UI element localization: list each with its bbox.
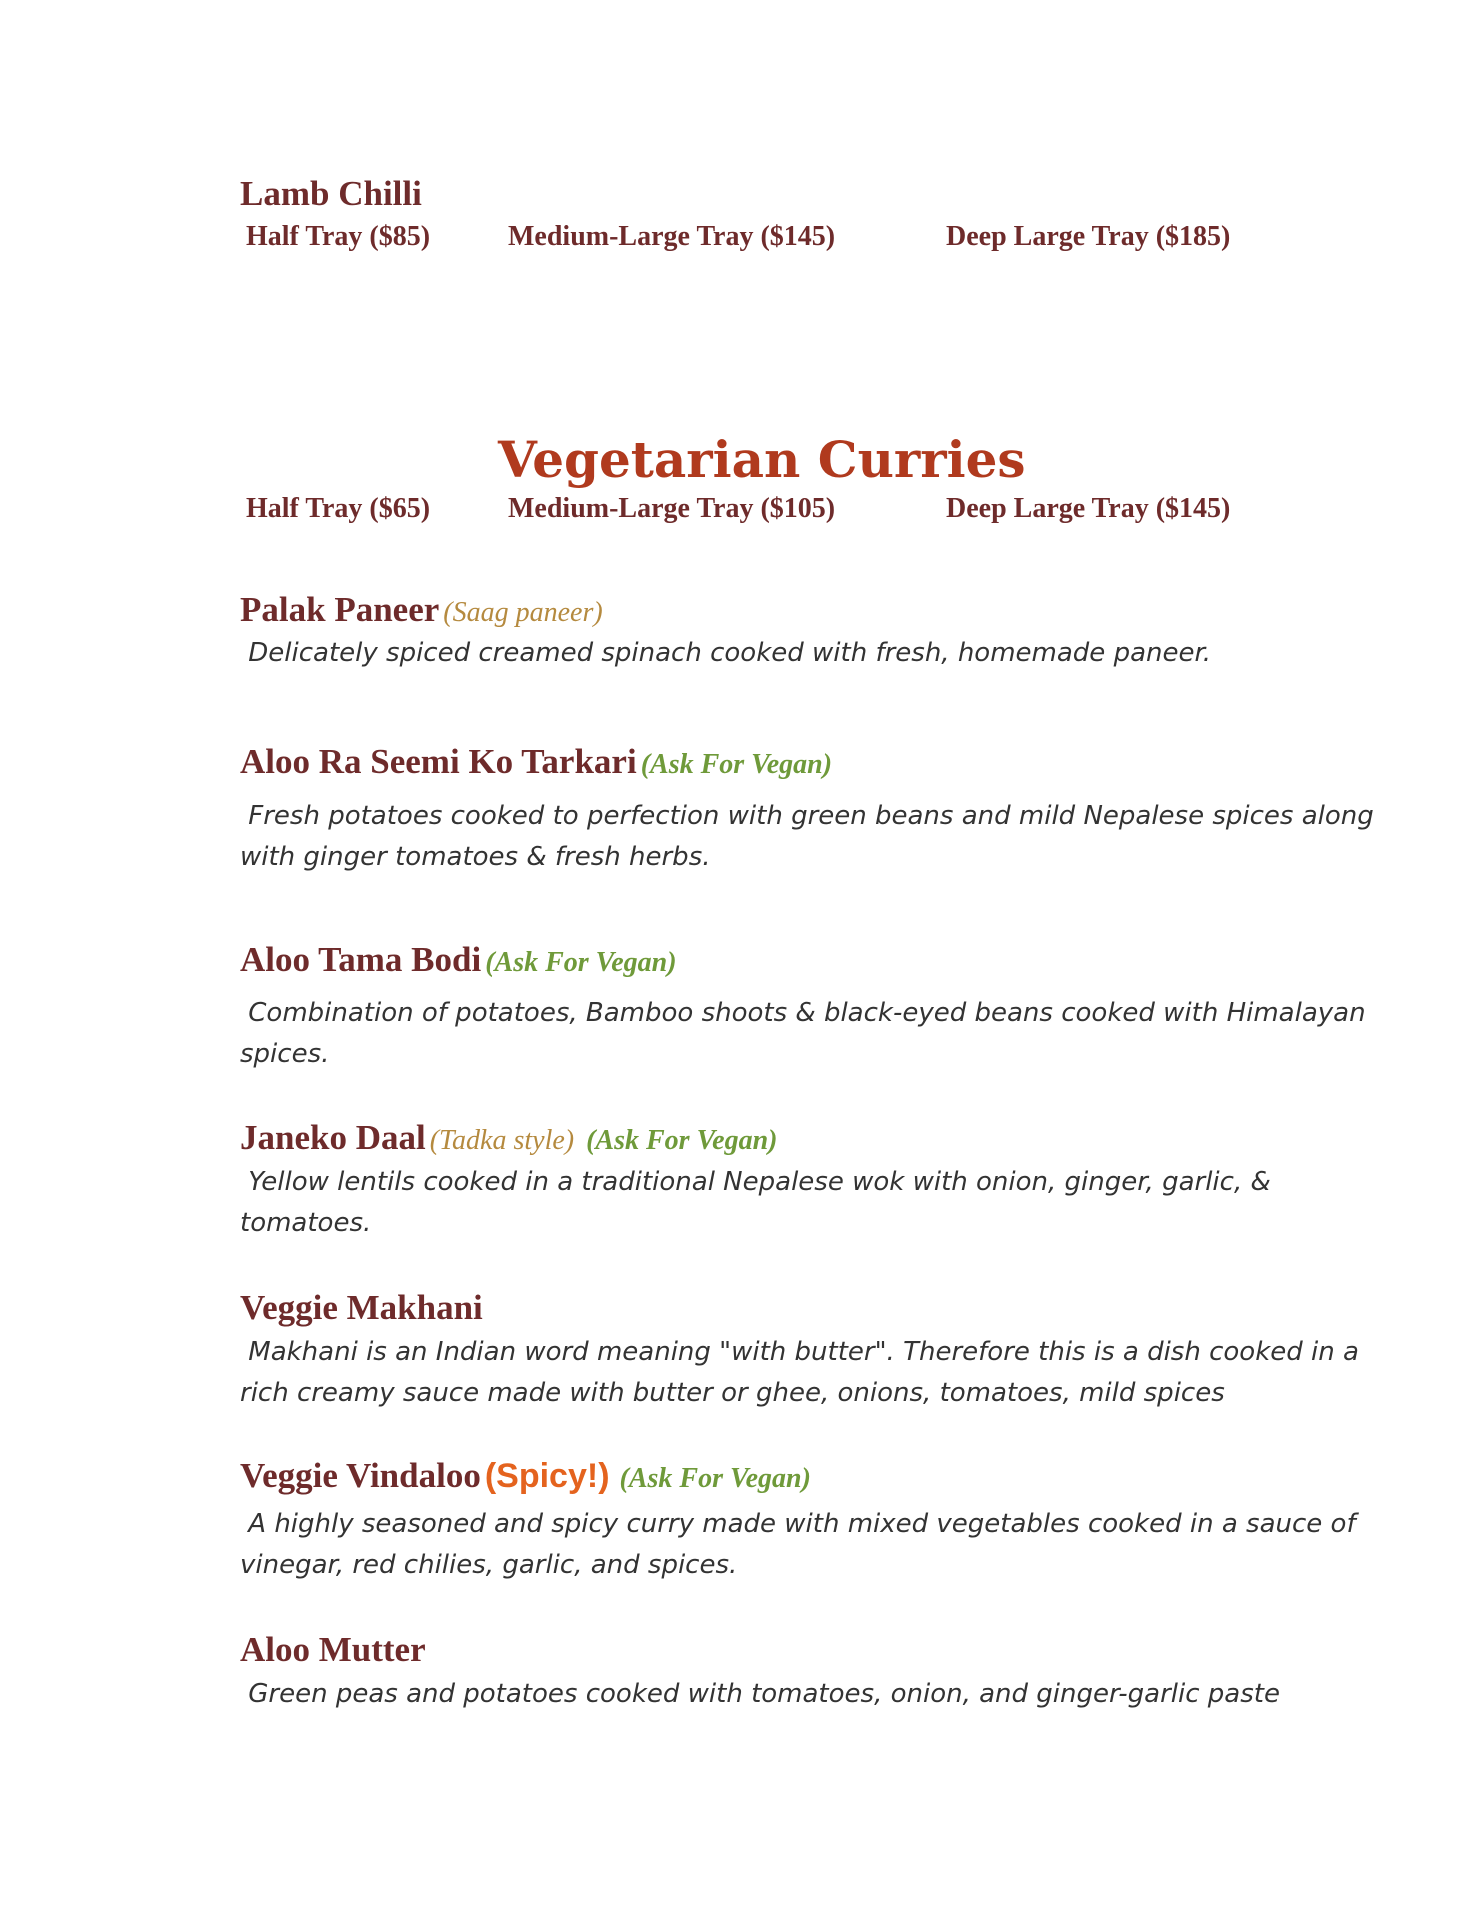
menu-item-aloo-tama-bodi: [240, 940, 677, 980]
vegan-note: (Ask For Vegan): [485, 947, 677, 978]
menu-item-palak-paneer: [240, 590, 603, 630]
section-heading: Vegetarian Curries: [498, 430, 1026, 489]
item-description: Delicately spiced creamed spinach cooked with fresh, homemade paneer.: [240, 638, 1212, 668]
item-description: A highly seasoned and spicy curry made with mixed vegetables cooked in a sauce of vinegar, red chilies, garlic, and spices.: [240, 1509, 1356, 1580]
vegan-note: (Ask For Vegan): [586, 1125, 778, 1156]
item-note: (Tadka style): [429, 1125, 575, 1156]
item-name: Janeko Daal: [240, 1118, 426, 1157]
menu-item-aloo-ra-seemi-ko-tarkari: [240, 742, 832, 782]
item-description: Yellow lentils cooked in a traditional Nepalese wok with onion, ginger, garlic, & tomatoes.: [240, 1167, 1271, 1238]
item-name: Aloo Mutter: [240, 1630, 426, 1669]
item-description: Combination of potatoes, Bamboo shoots & black-eyed beans cooked with Himalayan spices.: [240, 998, 1366, 1069]
menu-item-janeko-daal: [240, 1118, 777, 1158]
item-name: Aloo Ra Seemi Ko Tarkari: [240, 742, 637, 781]
vegan-note: (Ask For Vegan): [619, 1463, 811, 1494]
veg-half-tray-price: Half Tray ($65): [246, 493, 431, 524]
lamb-chilli-medium-tray-price: Medium-Large Tray ($145): [508, 221, 836, 252]
lamb-chilli-deep-tray-price: Deep Large Tray ($185): [946, 221, 1231, 252]
item-name: Veggie Vindaloo: [240, 1456, 481, 1495]
item-name: Aloo Tama Bodi: [240, 940, 482, 979]
item-name: Palak Paneer: [240, 590, 440, 629]
item-description: Fresh potatoes cooked to perfection with green beans and mild Nepalese spices along with ginger tomatoes & fresh herbs.: [240, 801, 1374, 872]
menu-item-veggie-makhani: [240, 1288, 483, 1328]
lamb-chilli-half-tray-price: Half Tray ($85): [246, 221, 431, 252]
lamb-chilli-title: Lamb Chilli: [240, 174, 422, 213]
item-description: Green peas and potatoes cooked with tomatoes, onion, and ginger-garlic paste: [240, 1679, 1280, 1709]
item-name: Veggie Makhani: [240, 1288, 483, 1327]
item-description: Makhani is an Indian word meaning "with butter". Therefore this is a dish cooked in a rich creamy sauce made with butter or ghee, onions, tomatoes, mild spices: [240, 1337, 1359, 1408]
veg-deep-tray-price: Deep Large Tray ($145): [946, 493, 1231, 524]
vegan-note: (Ask For Vegan): [640, 749, 833, 780]
menu-item-aloo-mutter: [240, 1630, 426, 1670]
item-note: (Saag paneer): [443, 597, 603, 628]
spicy-note: (Spicy!): [484, 1457, 610, 1495]
veg-medium-tray-price: Medium-Large Tray ($105): [508, 493, 836, 524]
menu-item-veggie-vindaloo: [240, 1456, 811, 1496]
